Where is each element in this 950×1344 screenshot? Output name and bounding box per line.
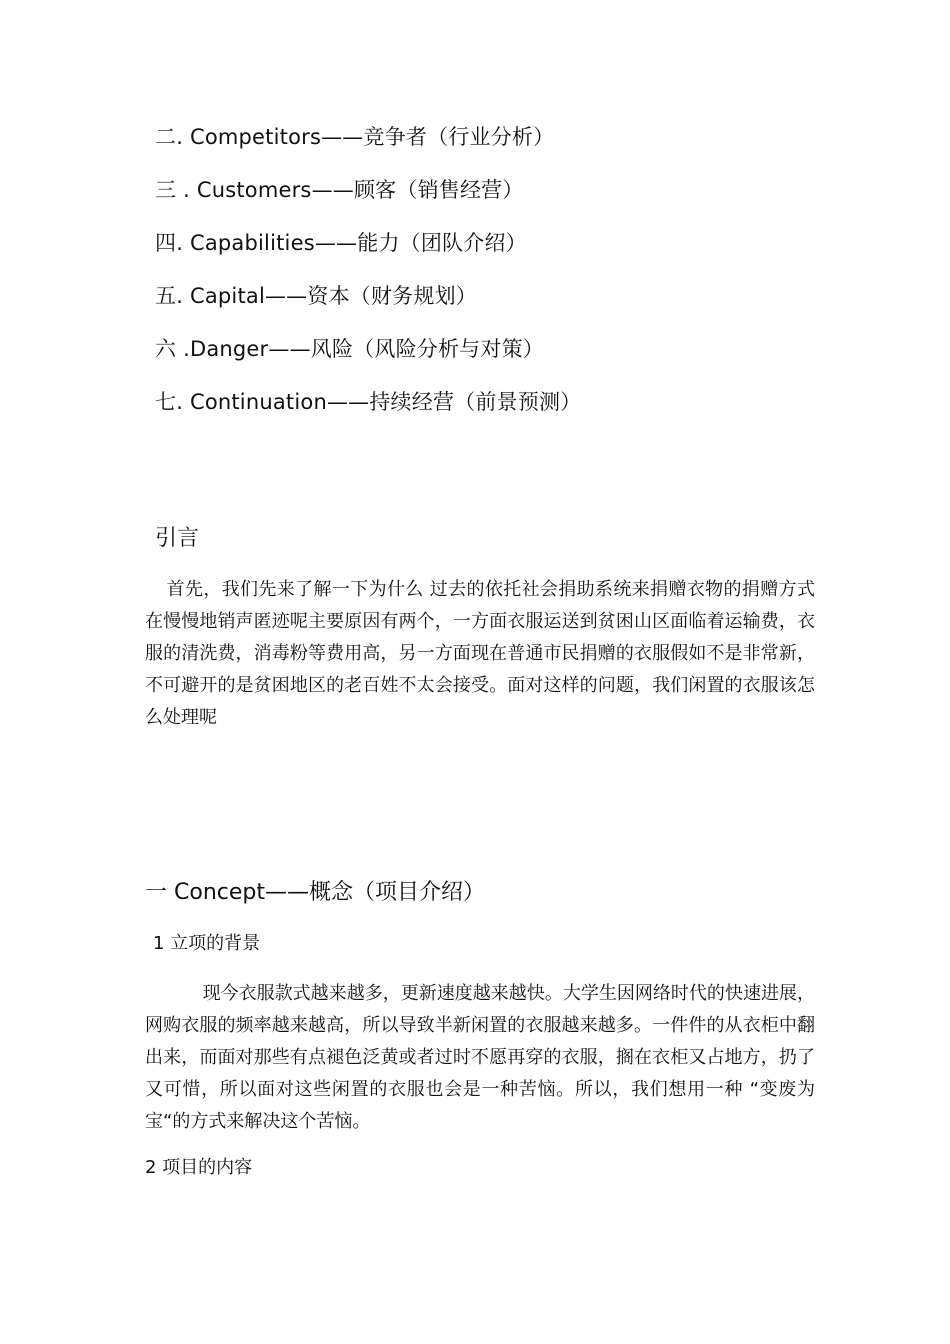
toc-item-continuation: 七. Continuation——持续经营（前景预测） xyxy=(155,390,582,414)
section-concept-title: 一 Concept——概念（项目介绍） xyxy=(145,880,485,905)
toc-item-competitors: 二. Competitors——竞争者（行业分析） xyxy=(155,125,555,149)
subsection-content-title: 2 项目的内容 xyxy=(145,1157,253,1178)
intro-paragraph: 首先，我们先来了解一下为什么 过去的依托社会捐助系统来捐赠衣物的捐赠方式在慢慢地销声匿迹呢主要原因有两个，一方面衣服运送到贫困山区面临着运输费，衣服的清洗费，消毒粉等费用高，另一方面现在普通市民捐赠的衣服假如不是非常新，不可避开的是贫困地区的老百姓不太会接受。面对这样的问题，我们闲置的衣服该怎么处理呢 xyxy=(145,579,815,728)
intro-title: 引言 xyxy=(155,526,200,551)
toc-item-capabilities: 四. Capabilities——能力（团队介绍） xyxy=(155,231,527,255)
background-paragraph: 现今衣服款式越来越多，更新速度越来越快。大学生因网络时代的快速进展，网购衣服的频率越来越高，所以导致半新闲置的衣服越来越多。一件件的从衣柜中翻出来，而面对那些有点褪色泛黄或者过时不愿再穿的衣服，搁在衣柜又占地方，扔了又可惜，所以面对这些闲置的衣服也会是一种苦恼。所以，我们想用一种 “变废为宝“的方式来解决这个苦恼。 xyxy=(145,983,815,1132)
subsection-background-title: 1 立项的背景 xyxy=(153,933,261,954)
toc-item-danger: 六 .Danger——风险（风险分析与对策） xyxy=(155,337,544,361)
toc-item-capital: 五. Capital——资本（财务规划） xyxy=(155,284,477,308)
toc-item-customers: 三 . Customers——顾客（销售经营） xyxy=(155,178,524,202)
